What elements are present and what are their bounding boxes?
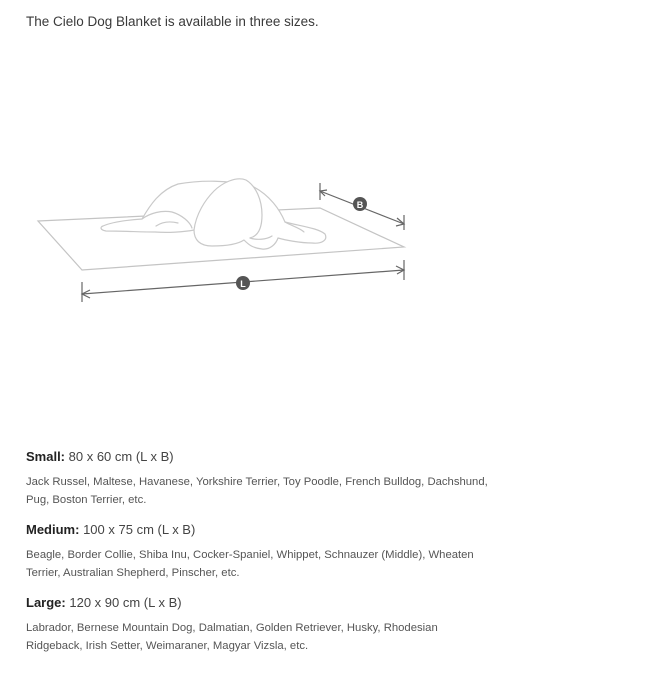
size-medium-breeds: Beagle, Border Collie, Shiba Inu, Cocker-Spaniel, Whippet, Schnauzer (Middle), Wheaten Terrier, Australian Shepherd, Pinscher, etc. xyxy=(26,549,474,579)
size-large xyxy=(26,594,496,655)
size-small xyxy=(26,448,496,509)
size-small-name: Small: xyxy=(26,449,66,464)
intro-text: The Cielo Dog Blanket is available in three sizes. xyxy=(26,14,319,29)
size-medium-heading xyxy=(26,521,496,538)
size-list xyxy=(26,448,496,667)
size-large-heading xyxy=(26,594,496,611)
size-small-heading xyxy=(26,448,496,465)
size-medium xyxy=(26,521,496,582)
size-large-breeds: Labrador, Bernese Mountain Dog, Dalmatian, Golden Retriever, Husky, Rhodesian Ridgeback, Irish Setter, Weimaraner, Magyar Vizsla, etc. xyxy=(26,622,438,652)
dog-blanket-illustration xyxy=(0,150,440,310)
width-marker-label: B xyxy=(356,200,364,210)
size-large-dimensions: 120 x 90 cm (L x B) xyxy=(69,595,182,610)
size-small-dimensions: 80 x 60 cm (L x B) xyxy=(68,449,174,464)
size-medium-dimensions: 100 x 75 cm (L x B) xyxy=(83,522,196,537)
size-small-breeds: Jack Russel, Maltese, Havanese, Yorkshire Terrier, Toy Poodle, French Bulldog, Dachshund, Pug, Boston Terrier, etc. xyxy=(26,476,488,506)
size-large-name: Large: xyxy=(26,595,66,610)
size-medium-name: Medium: xyxy=(26,522,80,537)
length-marker-label: L xyxy=(240,279,246,289)
